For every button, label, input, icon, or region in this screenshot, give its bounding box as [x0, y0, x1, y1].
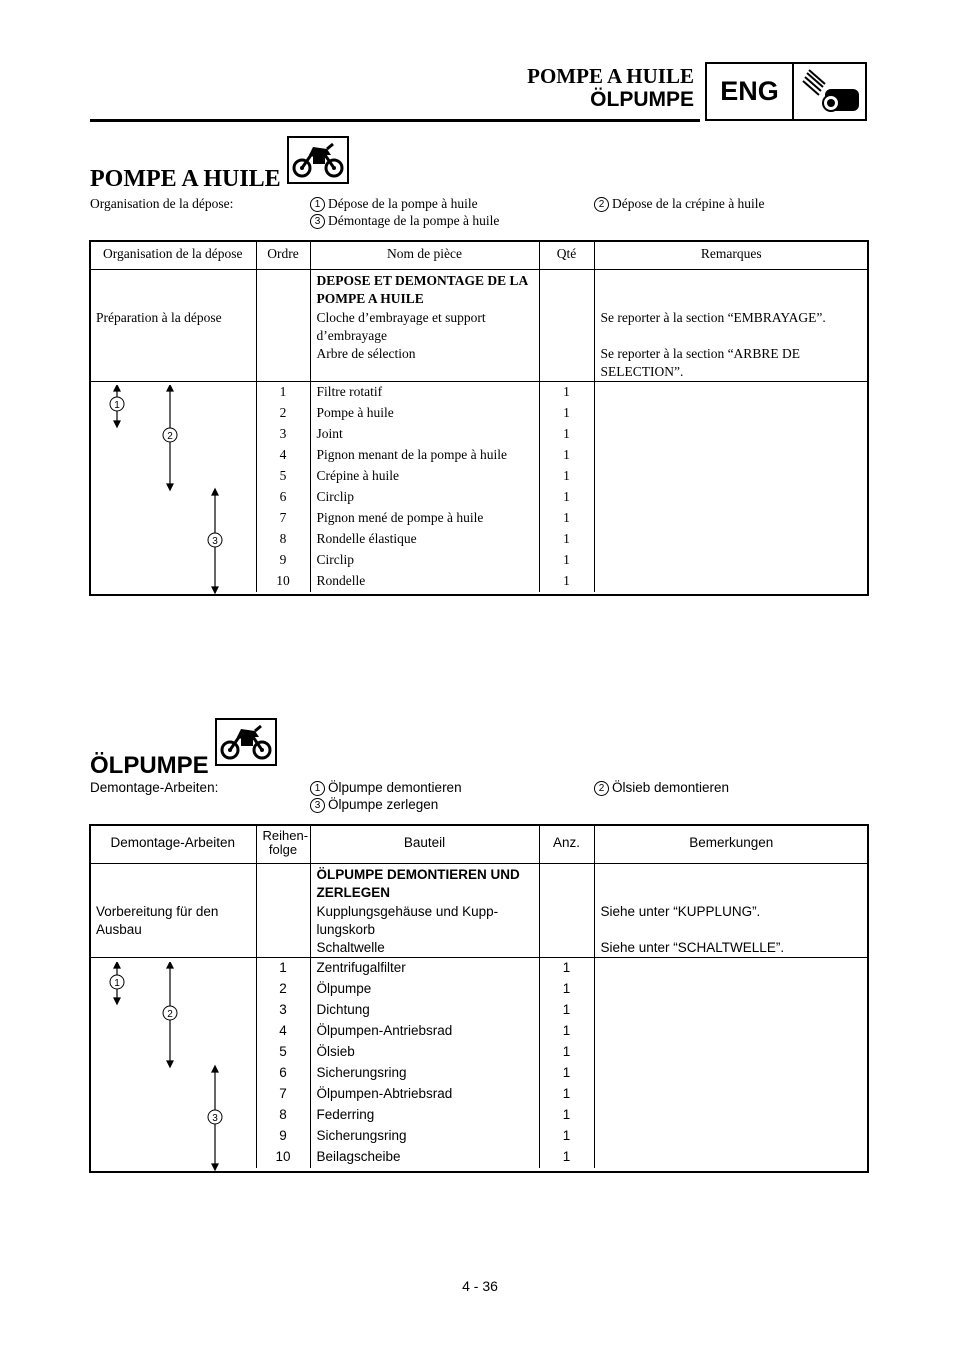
step-number-badge: 3: [310, 214, 325, 229]
qty-cell: [539, 863, 594, 903]
remarks-cell: [594, 466, 868, 487]
part-name-cell: Crépine à huile: [310, 466, 539, 487]
column-header: Organisation de la dépose: [90, 240, 256, 269]
column-header-line-2: folge: [268, 842, 298, 858]
order-cell: 7: [256, 508, 310, 529]
org-step-1-de: [310, 780, 462, 796]
order-cell: 4: [256, 1021, 310, 1042]
qty-cell: 1: [539, 571, 594, 592]
part-name-cell: Zentrifugalfilter: [310, 958, 539, 979]
org-step-3-de: [310, 797, 438, 813]
remarks-cell: [594, 863, 868, 903]
step-number-badge: 2: [594, 781, 609, 796]
column-header: [256, 824, 310, 863]
order-cell: 3: [256, 424, 310, 445]
remarks-cell: [594, 550, 868, 571]
org-label-fr: Organisation de la dépose:: [90, 196, 234, 211]
header-title-de: ÖLPUMPE: [590, 88, 694, 111]
prep-rows-de: [90, 863, 868, 958]
order-cell: 10: [256, 1147, 310, 1168]
dirtbike-icon: [219, 723, 273, 761]
column-header: Demontage-Arbeiten: [90, 824, 256, 863]
org-step-3-fr: [310, 213, 499, 229]
org-label-de: Demontage-Arbeiten:: [90, 780, 219, 795]
qty-cell: 1: [539, 382, 594, 403]
section-tab-divider: [792, 64, 794, 119]
order-cell: [256, 309, 310, 345]
part-name-cell: Cloche d’embrayage et support d’embrayage: [310, 309, 539, 345]
column-header: Qté: [539, 240, 594, 269]
qty-cell: 1: [539, 466, 594, 487]
remarks-cell: [594, 487, 868, 508]
column-header: Anz.: [539, 824, 594, 863]
step-marker-label: 2: [167, 431, 173, 442]
qty-cell: [539, 309, 594, 345]
order-cell: 9: [256, 1126, 310, 1147]
qty-cell: 1: [539, 403, 594, 424]
dirtbike-icon-frame-de: [215, 718, 277, 766]
qty-cell: 1: [539, 1000, 594, 1021]
step-number-badge: 2: [594, 197, 609, 212]
prep-org-cell: Préparation à la dépose: [96, 310, 222, 325]
remarks-cell: Siehe unter “KUPPLUNG”.: [594, 903, 868, 939]
remarks-cell: [594, 1105, 868, 1126]
org-step-2-de: [594, 780, 729, 796]
prep-org-cell: [90, 345, 256, 382]
prep-row: [90, 309, 868, 345]
qty-cell: 1: [539, 979, 594, 1000]
column-header: Ordre: [256, 240, 310, 269]
order-cell: 9: [256, 550, 310, 571]
section-tab-label: ENG: [720, 76, 779, 106]
order-cell: 8: [256, 1105, 310, 1126]
remarks-cell: [594, 445, 868, 466]
order-cell: 6: [256, 1063, 310, 1084]
remarks-cell: [594, 1084, 868, 1105]
order-cell: 6: [256, 487, 310, 508]
org-step-1-fr: [310, 196, 478, 212]
step-text: Dépose de la crépine à huile: [612, 196, 765, 211]
step-text: Dépose de la pompe à huile: [328, 196, 478, 211]
qty-cell: 1: [539, 529, 594, 550]
qty-cell: 1: [539, 1126, 594, 1147]
part-name-cell: Filtre rotatif: [310, 382, 539, 403]
remarks-cell: Se reporter à la section “EMBRAYAGE”.: [594, 309, 868, 345]
order-cell: [256, 939, 310, 958]
remarks-cell: [594, 1042, 868, 1063]
header-title-fr: POMPE A HUILE: [527, 64, 694, 88]
part-name-cell: Schaltwelle: [310, 939, 539, 958]
remarks-cell: Siehe unter “SCHALTWELLE”.: [594, 939, 868, 958]
part-name-cell: DEPOSE ET DEMONTAGE DE LA POMPE A HUILE: [310, 269, 539, 309]
qty-cell: 1: [539, 1042, 594, 1063]
remarks-cell: [594, 1000, 868, 1021]
order-cell: 2: [256, 979, 310, 1000]
remarks-cell: [594, 1021, 868, 1042]
column-header-line-1: Reihen-: [262, 828, 309, 844]
column-header: Nom de pièce: [310, 240, 539, 269]
section-tab: [705, 62, 867, 121]
part-name-cell: Sicherungsring: [310, 1126, 539, 1147]
step-marker-label: 1: [114, 978, 120, 989]
prep-row: [90, 903, 868, 939]
prep-rows-fr: [90, 269, 868, 382]
part-name-cell: Circlip: [310, 487, 539, 508]
qty-cell: [539, 345, 594, 382]
prep-org-cell: [90, 863, 256, 903]
order-cell: 7: [256, 1084, 310, 1105]
prep-org-cell: [90, 939, 256, 958]
order-cell: 3: [256, 1000, 310, 1021]
remarks-cell: [594, 958, 868, 979]
prep-row: [90, 345, 868, 382]
column-header: Bauteil: [310, 824, 539, 863]
part-name-cell: ÖLPUMPE DEMONTIEREN UND ZERLEGEN: [310, 863, 539, 903]
step-range-arrows-fr: [100, 385, 240, 595]
part-name-cell: Arbre de sélection: [310, 345, 539, 382]
order-cell: 2: [256, 403, 310, 424]
part-name-cell: Rondelle: [310, 571, 539, 592]
step-text: Démontage de la pompe à huile: [328, 213, 500, 228]
part-name-cell: Pignon mené de pompe à huile: [310, 508, 539, 529]
remarks-cell: [594, 424, 868, 445]
order-cell: [256, 345, 310, 382]
order-cell: 5: [256, 1042, 310, 1063]
step-marker-label: 1: [114, 400, 120, 411]
qty-cell: [539, 939, 594, 958]
remarks-cell: [594, 529, 868, 550]
prep-row: [90, 269, 868, 309]
remarks-cell: [594, 979, 868, 1000]
order-cell: 1: [256, 958, 310, 979]
header-rule: [90, 119, 700, 122]
prep-row: [90, 939, 868, 958]
engine-piston-icon: [797, 67, 865, 117]
step-marker-label: 3: [212, 1113, 218, 1124]
part-name-cell: Rondelle élastique: [310, 529, 539, 550]
step-text: Ölpumpe zerlegen: [328, 797, 439, 812]
part-name-cell: Joint: [310, 424, 539, 445]
qty-cell: 1: [539, 1147, 594, 1168]
qty-cell: 1: [539, 424, 594, 445]
prep-org-cell: [90, 269, 256, 309]
dirtbike-icon-frame-fr: [287, 136, 349, 184]
part-name-cell: Kupplungsgehäuse und Kupp-lungskorb: [310, 903, 539, 939]
order-cell: [256, 863, 310, 903]
qty-cell: 1: [539, 445, 594, 466]
column-header: Bemerkungen: [594, 824, 868, 863]
remarks-cell: [594, 403, 868, 424]
part-name-cell: Pompe à huile: [310, 403, 539, 424]
part-name-cell: Sicherungsring: [310, 1063, 539, 1084]
order-cell: [256, 903, 310, 939]
step-range-arrows-de: [100, 962, 240, 1172]
step-marker-label: 3: [212, 536, 218, 547]
qty-cell: 1: [539, 1084, 594, 1105]
prep-org-cell: Vorbereitung für den Ausbau: [96, 904, 219, 937]
remarks-cell: [594, 508, 868, 529]
part-name-cell: Ölsieb: [310, 1042, 539, 1063]
order-cell: 1: [256, 382, 310, 403]
order-cell: 5: [256, 466, 310, 487]
org-step-2-fr: [594, 196, 765, 212]
remarks-cell: Se reporter à la section “ARBRE DE SELECTION”.: [594, 345, 868, 382]
step-number-badge: 1: [310, 781, 325, 796]
part-name-cell: Federring: [310, 1105, 539, 1126]
part-name-cell: Ölpumpe: [310, 979, 539, 1000]
qty-cell: 1: [539, 1063, 594, 1084]
remarks-cell: [594, 382, 868, 403]
dirtbike-icon: [291, 141, 345, 179]
prep-row: [90, 863, 868, 903]
section-title-fr: POMPE A HUILE: [90, 166, 281, 192]
step-number-badge: 1: [310, 197, 325, 212]
part-name-cell: Ölpumpen-Abtriebsrad: [310, 1084, 539, 1105]
qty-cell: [539, 269, 594, 309]
remarks-cell: [594, 1147, 868, 1168]
qty-cell: 1: [539, 508, 594, 529]
part-name-cell: Pignon menant de la pompe à huile: [310, 445, 539, 466]
qty-cell: 1: [539, 958, 594, 979]
order-cell: 4: [256, 445, 310, 466]
section-title-de: ÖLPUMPE: [90, 752, 209, 779]
qty-cell: 1: [539, 1021, 594, 1042]
step-marker-label: 2: [167, 1009, 173, 1020]
part-name-cell: Circlip: [310, 550, 539, 571]
part-name-cell: Beilagscheibe: [310, 1147, 539, 1168]
qty-cell: 1: [539, 487, 594, 508]
remarks-cell: [594, 269, 868, 309]
order-cell: [256, 269, 310, 309]
step-text: Ölpumpe demontieren: [328, 780, 462, 795]
part-name-cell: Dichtung: [310, 1000, 539, 1021]
order-cell: 10: [256, 571, 310, 592]
qty-cell: 1: [539, 550, 594, 571]
remarks-cell: [594, 1126, 868, 1147]
qty-cell: [539, 903, 594, 939]
part-name-cell: Ölpumpen-Antriebsrad: [310, 1021, 539, 1042]
column-header: Remarques: [594, 240, 868, 269]
remarks-cell: [594, 571, 868, 592]
step-number-badge: 3: [310, 798, 325, 813]
step-text: Ölsieb demontieren: [612, 780, 730, 795]
order-cell: 8: [256, 529, 310, 550]
page-number: 4 - 36: [462, 1278, 498, 1294]
remarks-cell: [594, 1063, 868, 1084]
qty-cell: 1: [539, 1105, 594, 1126]
